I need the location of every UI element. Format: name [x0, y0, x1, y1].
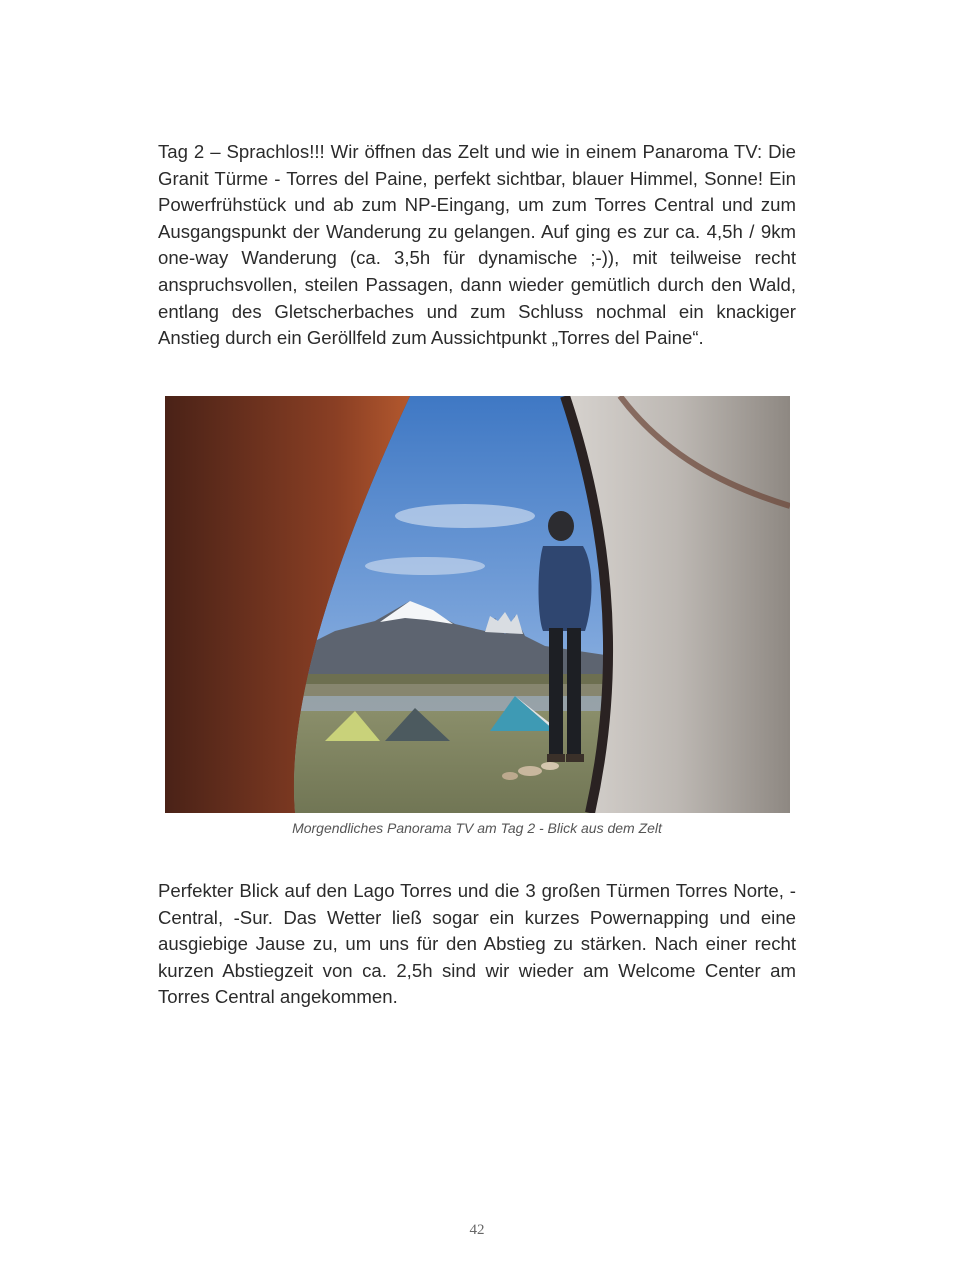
- tent-view-photo: [165, 396, 790, 813]
- page-number: 42: [469, 1222, 485, 1238]
- photo-caption: Morgendliches Panorama TV am Tag 2 - Blick aus dem Zelt: [292, 820, 662, 836]
- body-paragraph-1: Tag 2 – Sprachlos!!! Wir öffnen das Zelt und wie in einem Panaroma TV: Die Granit Türme - Torres del Paine, perfekt sichtbar, blauer Himmel, Sonne! Ein Powerfrühstück und ab zum NP-Eingang, um zum Torres Central und zum Ausgangspunkt der Wanderung zu gelangen. Auf ging es zur ca. 4,5h / 9km one-way Wanderung (ca. 3,5h für dynamische ;-)), mit teilweise recht anspruchsvollen, steilen Passagen, dann wieder gemütlich durch den Wald, entlang des Gletscherbaches und zum Schluss nochmal ein knackiger Anstieg durch ein Geröllfeld zum Aussichtpunkt „Torres del Paine“.: [158, 141, 796, 349]
- body-paragraph-2: Perfekter Blick auf den Lago Torres und die 3 großen Türmen Torres Norte, -Central, -Sur. Das Wetter ließ sogar ein kurzes Powernapping und eine ausgiebige Jause zu, um uns für den Abstieg zu stärken. Nach einer recht kurzen Abstiegzeit von ca. 2,5h sind wir wieder am Welcome Center am Torres Central angekommen.: [158, 880, 796, 1008]
